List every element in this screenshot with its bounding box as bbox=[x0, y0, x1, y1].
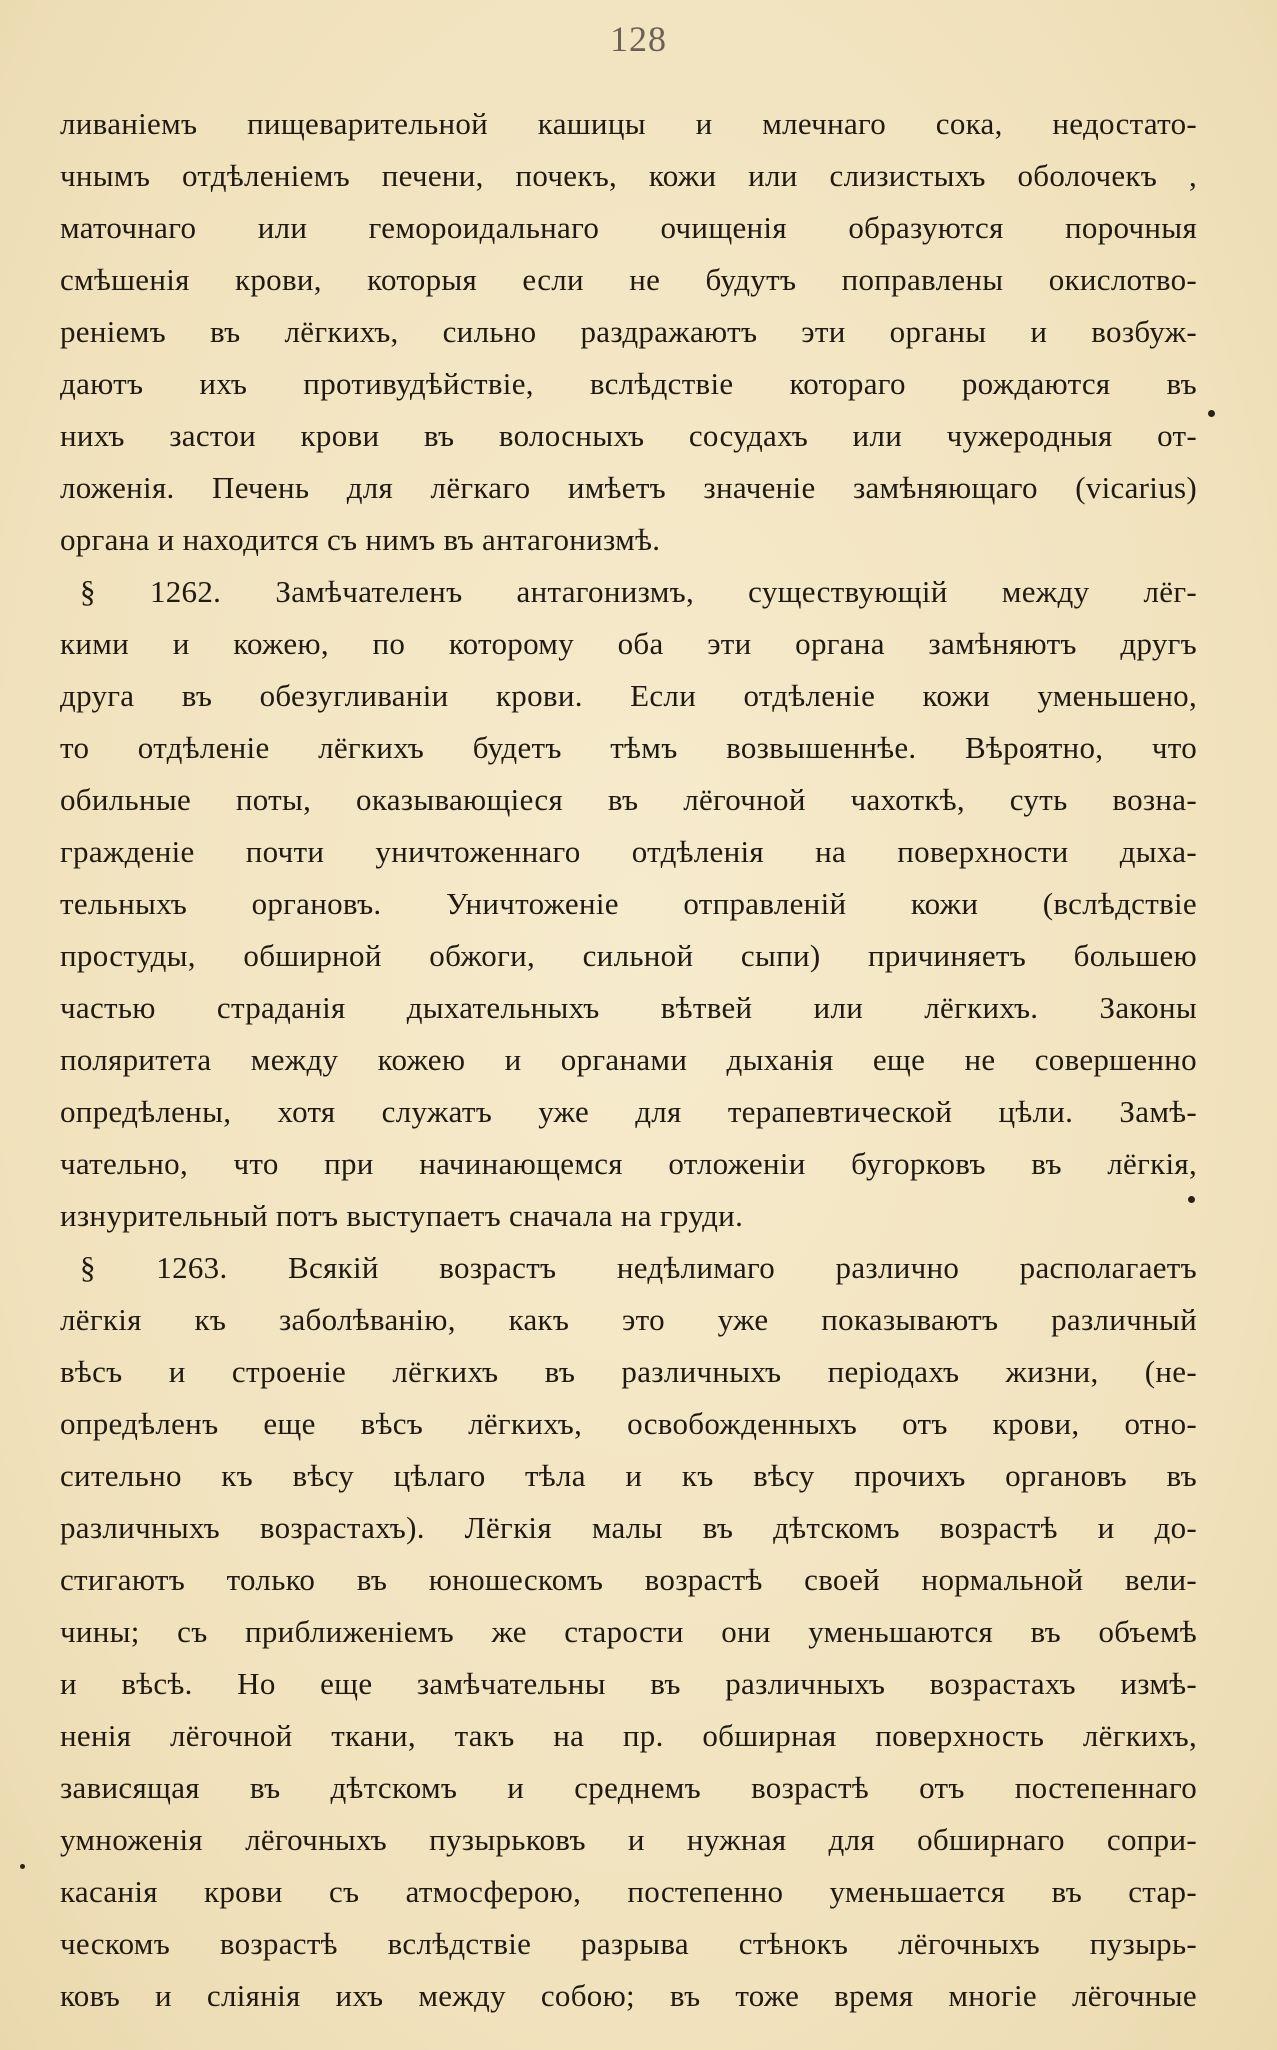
text-line: сительно къ вѣсу цѣлаго тѣла и къ вѣсу прочихъ органовъ въ bbox=[60, 1458, 1197, 1493]
text-line: опредѣлены, хотя служатъ уже для терапевтической цѣли. Замѣ- bbox=[60, 1094, 1197, 1129]
text-line: опредѣленъ еще вѣсъ лёгкихъ, освобожденныхъ отъ крови, отно- bbox=[60, 1406, 1197, 1441]
text-line: чины; съ приближеніемъ же старости они уменьшаются въ объемѣ bbox=[60, 1614, 1197, 1649]
text-line: умноженія лёгочныхъ пузырьковъ и нужная для обширнаго сопри- bbox=[60, 1822, 1197, 1857]
text-line: ложенія. Печень для лёгкаго имѣетъ значеніе замѣняющаго (vicarius) bbox=[60, 470, 1197, 505]
ink-speck bbox=[1208, 410, 1215, 417]
paragraph-continuation bbox=[60, 98, 1197, 566]
text-line: ческомъ возрастѣ вслѣдствіе разрыва стѣнокъ лёгочныхъ пузырь- bbox=[60, 1926, 1197, 1961]
text-line: нихъ застои крови въ волосныхъ сосудахъ или чужеродныя от- bbox=[60, 418, 1197, 453]
text-line: поляритета между кожею и органами дыханія еще не совершенно bbox=[60, 1042, 1197, 1077]
text-line: органа и находится съ нимъ въ антагонизмѣ. bbox=[60, 522, 661, 557]
ink-speck bbox=[1188, 1196, 1195, 1203]
text-line: ковъ и сліянія ихъ между собою; въ тоже время многіе лёгочные bbox=[60, 1978, 1197, 2013]
text-line: § 1263. Всякій возрастъ недѣлимаго различно располагаетъ bbox=[80, 1250, 1197, 1285]
text-line: ненія лёгочной ткани, такъ на пр. обширная поверхность лёгкихъ, bbox=[60, 1718, 1197, 1753]
text-line: смѣшенія крови, которыя если не будутъ поправлены окислотво- bbox=[60, 262, 1197, 297]
text-line: гражденіе почти уничтоженнаго отдѣленія на поверхности дыха- bbox=[60, 834, 1197, 869]
text-line: тельныхъ органовъ. Уничтоженіе отправленій кожи (вслѣдствіе bbox=[60, 886, 1197, 921]
paragraph-1262 bbox=[60, 566, 1197, 1242]
text-line: частью страданія дыхательныхъ вѣтвей или лёгкихъ. Законы bbox=[60, 990, 1197, 1025]
text-line: кими и кожею, по которому оба эти органа замѣняютъ другъ bbox=[60, 626, 1197, 661]
text-line: простуды, обширной обжоги, сильной сыпи) причиняетъ большею bbox=[60, 938, 1197, 973]
text-line: маточнаго или гемороидальнаго очищенія образуются порочныя bbox=[60, 210, 1197, 245]
text-line: даютъ ихъ противудѣйствіе, вслѣдствіе котораго рождаются въ bbox=[60, 366, 1197, 401]
paragraph-1263 bbox=[60, 1242, 1197, 2022]
text-line: зависящая въ дѣтскомъ и среднемъ возрастѣ отъ постепеннаго bbox=[60, 1770, 1197, 1805]
text-line: обильные поты, оказывающіеся въ лёгочной чахоткѣ, суть возна- bbox=[60, 782, 1197, 817]
page-body bbox=[60, 98, 1197, 2022]
ink-speck bbox=[20, 1864, 25, 1869]
page-number: 128 bbox=[610, 19, 667, 59]
text-line: лёгкія къ заболѣванію, какъ это уже показываютъ различный bbox=[60, 1302, 1197, 1337]
text-line: ливаніемъ пищеварительной кашицы и млечнаго сока, недостато- bbox=[60, 106, 1197, 141]
text-line: различныхъ возрастахъ). Лёгкія малы въ дѣтскомъ возрастѣ и до- bbox=[60, 1510, 1197, 1545]
text-line: чнымъ отдѣленіемъ печени, почекъ, кожи или слизистыхъ оболочекъ , bbox=[60, 158, 1197, 193]
text-line: чательно, что при начинающемся отложеніи бугорковъ въ лёгкія, bbox=[60, 1146, 1197, 1181]
text-line: вѣсъ и строеніе лёгкихъ въ различныхъ періодахъ жизни, (не- bbox=[60, 1354, 1197, 1389]
text-line: и вѣсѣ. Но еще замѣчательны въ различныхъ возрастахъ измѣ- bbox=[60, 1666, 1197, 1701]
text-line: касанія крови съ атмосферою, постепенно уменьшается въ стар- bbox=[60, 1874, 1197, 1909]
text-line: § 1262. Замѣчателенъ антагонизмъ, существующій между лёг- bbox=[80, 574, 1197, 609]
text-line: то отдѣленіе лёгкихъ будетъ тѣмъ возвышеннѣе. Вѣроятно, что bbox=[60, 730, 1197, 765]
text-line: стигаютъ только въ юношескомъ возрастѣ своей нормальной вели- bbox=[60, 1562, 1197, 1597]
text-line: реніемъ въ лёгкихъ, сильно раздражаютъ эти органы и возбуж- bbox=[60, 314, 1197, 349]
text-line: друга въ обезугливаніи крови. Если отдѣленіе кожи уменьшено, bbox=[60, 678, 1197, 713]
text-line: изнурительный потъ выступаетъ сначала на груди. bbox=[60, 1198, 744, 1233]
